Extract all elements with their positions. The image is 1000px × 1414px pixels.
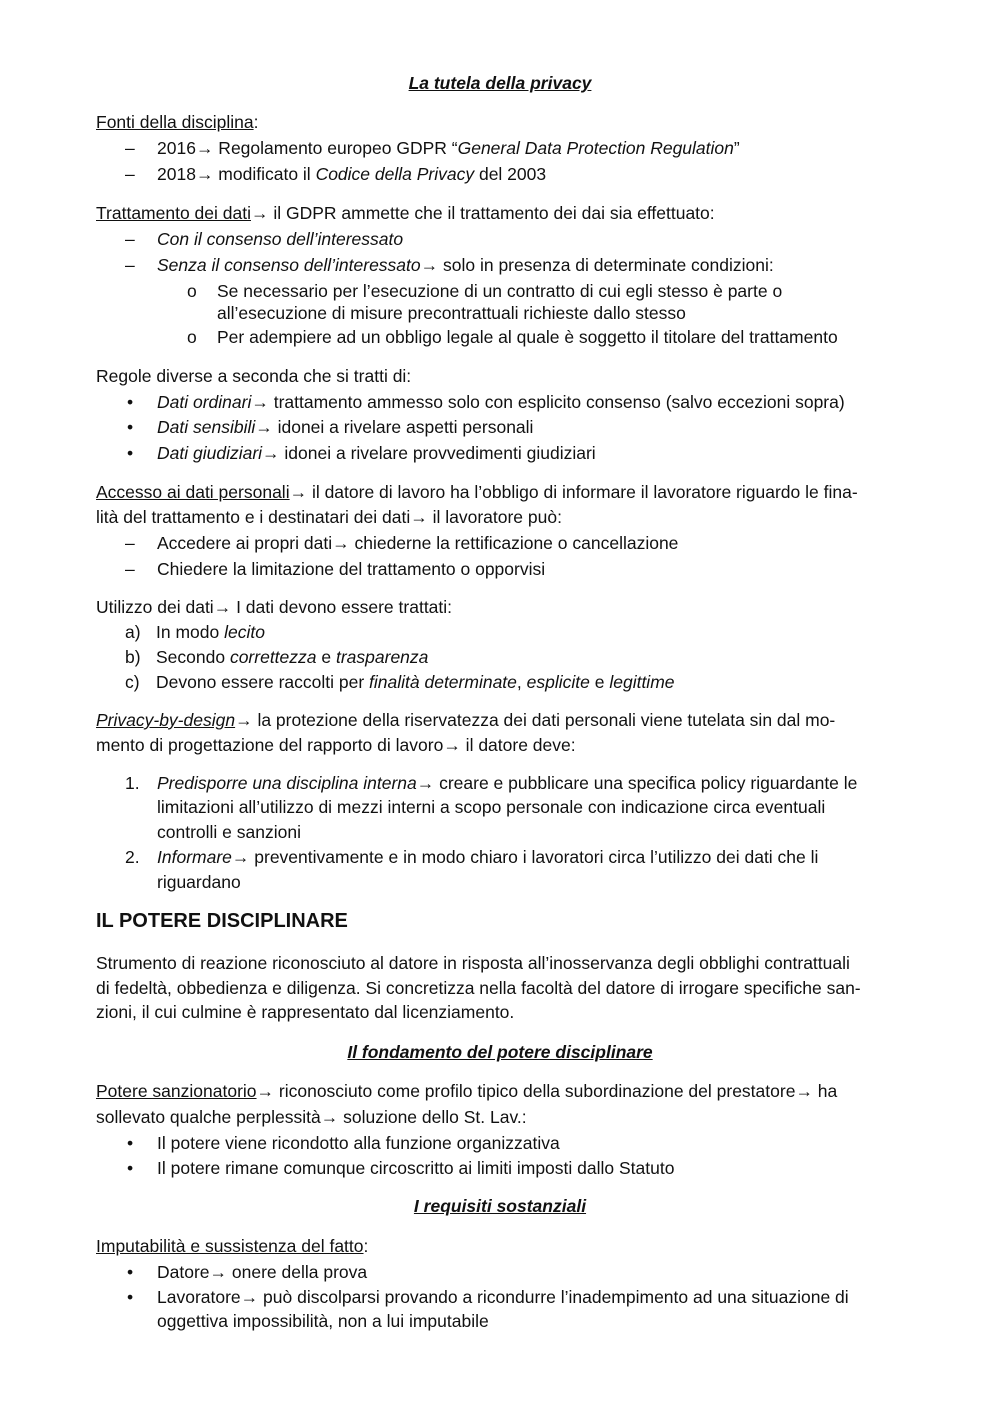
regole-intro: Regole diverse a seconda che si tratti di: bbox=[96, 366, 412, 386]
bullet-marker: • bbox=[127, 1262, 134, 1282]
arrow-icon: → bbox=[332, 533, 350, 553]
fonti-label: Fonti della disciplina bbox=[96, 112, 254, 132]
list-item-line bbox=[157, 846, 818, 868]
trattamento-label: Trattamento dei dati bbox=[96, 203, 251, 223]
trattamento-paragraph bbox=[96, 202, 715, 224]
paragraph-text: il datore di lavoro ha l’obbligo di informare il lavoratore riguardo le fina- bbox=[307, 482, 858, 502]
list-item-term: Dati sensibili bbox=[157, 417, 256, 437]
list-item-term: Predisporre una disciplina interna bbox=[157, 773, 417, 793]
paragraph-line: di fedeltà, obbedienza e diligenza. Si concretizza nella facoltà del datore di irrogare specifiche san- bbox=[96, 978, 861, 998]
letter-marker: c) bbox=[125, 672, 140, 692]
fonti-heading bbox=[96, 111, 258, 133]
list-item-text: ” bbox=[733, 138, 740, 158]
paragraph-text: il lavoratore può: bbox=[427, 507, 562, 527]
list-item bbox=[157, 1261, 367, 1283]
list-item-text: Regolamento europeo GDPR “ bbox=[213, 138, 458, 158]
list-item-text: Datore bbox=[157, 1262, 210, 1282]
list-item-line: oggettiva impossibilità, non a lui imputabile bbox=[157, 1311, 489, 1331]
arrow-icon: → bbox=[320, 1107, 339, 1127]
paragraph-text: Utilizzo dei dati bbox=[96, 597, 214, 617]
list-item bbox=[157, 163, 546, 185]
arrow-icon: → bbox=[209, 1262, 228, 1282]
section-heading-disciplinare: IL POTERE DISCIPLINARE bbox=[96, 910, 348, 932]
list-item-text: chiederne la rettificazione o cancellazione bbox=[349, 533, 679, 553]
list-item: Il potere viene ricondotto alla funzione organizzativa bbox=[157, 1133, 560, 1153]
list-item-italic: Senza il consenso dell’interessato bbox=[157, 255, 421, 275]
potere-paragraph-line bbox=[96, 1080, 837, 1102]
arrow-icon: → bbox=[251, 203, 269, 223]
paragraph-text: la protezione della riservatezza dei dati personali viene tutelata sin dal mo- bbox=[252, 710, 836, 730]
dash-marker: – bbox=[125, 138, 135, 158]
list-item bbox=[157, 442, 596, 464]
list-item-italic: General Data Protection Regulation bbox=[457, 138, 734, 158]
number-marker: 1. bbox=[125, 773, 140, 793]
list-item-line bbox=[157, 1286, 849, 1308]
list-item-text: solo in presenza di determinate condizioni: bbox=[438, 255, 774, 275]
list-item-line: riguardano bbox=[157, 872, 241, 892]
list-item-year: 2016 bbox=[157, 138, 196, 158]
arrow-icon: → bbox=[240, 1287, 259, 1307]
pbd-label: Privacy-by-design bbox=[96, 710, 236, 730]
dash-marker: – bbox=[125, 164, 135, 184]
arrow-icon: → bbox=[416, 773, 435, 793]
number-marker: 2. bbox=[125, 847, 140, 867]
list-item bbox=[157, 391, 845, 413]
list-item-line: limitazioni all’utilizzo di mezzi interni a scopo personale con indicazione circa eventuali bbox=[157, 797, 826, 817]
paragraph-text: il datore deve: bbox=[460, 735, 576, 755]
list-item-italic: trasparenza bbox=[335, 647, 429, 667]
bullet-marker: • bbox=[127, 1287, 134, 1307]
list-item-text: preventivamente e in modo chiaro i lavoratori circa l’utilizzo dei dati che li bbox=[249, 847, 819, 867]
list-item-italic: correttezza bbox=[229, 647, 317, 667]
list-item-text: Accedere ai propri dati bbox=[157, 533, 333, 553]
list-item-text: e bbox=[316, 647, 336, 667]
list-item-text: idonei a rivelare provvedimenti giudiziari bbox=[279, 443, 596, 463]
paragraph-line: zioni, il cui culmine è rappresentato dal licenziamento. bbox=[96, 1002, 515, 1022]
list-item-line bbox=[157, 772, 857, 794]
list-item bbox=[156, 646, 428, 668]
dash-marker: – bbox=[125, 255, 135, 275]
potere-label: Potere sanzionatorio bbox=[96, 1081, 257, 1101]
accesso-paragraph-line bbox=[96, 481, 858, 503]
list-item-term: Informare bbox=[157, 847, 232, 867]
list-item: Chiedere la limitazione del trattamento o opporvisi bbox=[157, 559, 546, 579]
list-item bbox=[157, 532, 678, 554]
list-item-text: e bbox=[589, 672, 610, 692]
list-item-italic: finalità determinate bbox=[369, 672, 517, 692]
dash-marker: – bbox=[125, 533, 135, 553]
section-title-privacy: La tutela della privacy bbox=[408, 73, 592, 93]
list-item-text: idonei a rivelare aspetti personali bbox=[272, 417, 534, 437]
arrow-icon: → bbox=[420, 255, 439, 275]
accesso-paragraph-line bbox=[96, 506, 562, 528]
list-item-text: , bbox=[516, 672, 527, 692]
bullet-marker: • bbox=[127, 443, 134, 463]
arrow-icon: → bbox=[410, 507, 428, 527]
bullet-marker: • bbox=[127, 392, 134, 412]
arrow-icon: → bbox=[262, 443, 280, 463]
subsection-title-requisiti: I requisiti sostanziali bbox=[413, 1196, 587, 1216]
list-item-term: Dati giudiziari bbox=[157, 443, 263, 463]
potere-paragraph-line bbox=[96, 1106, 527, 1128]
list-item bbox=[157, 416, 533, 438]
list-item-text: trattamento ammesso solo con esplicito consenso (salvo eccezioni sopra) bbox=[268, 392, 845, 412]
utilizzo-intro bbox=[96, 596, 452, 618]
list-item-text: può discolparsi provando a ricondurre l’inadempimento ad una situazione di bbox=[258, 1287, 849, 1307]
arrow-icon: → bbox=[195, 164, 214, 184]
arrow-icon: → bbox=[795, 1081, 813, 1101]
arrow-icon: → bbox=[255, 417, 273, 437]
arrow-icon: → bbox=[289, 482, 308, 502]
paragraph-text: riconosciuto come profilo tipico della subordinazione del prestatore bbox=[274, 1081, 796, 1101]
list-item-text: del 2003 bbox=[474, 164, 547, 184]
list-item: Il potere rimane comunque circoscritto ai limiti imposti dallo Statuto bbox=[157, 1158, 675, 1178]
list-item-italic: lecito bbox=[224, 622, 265, 642]
paragraph-text: sollevato qualche perplessità bbox=[96, 1107, 321, 1127]
bullet-marker: • bbox=[127, 1133, 134, 1153]
list-item-text: Secondo bbox=[156, 647, 230, 667]
circle-marker: o bbox=[187, 327, 197, 347]
list-item: Con il consenso dell’interessato bbox=[157, 229, 404, 249]
accesso-label: Accesso ai dati personali bbox=[96, 482, 290, 502]
pbd-paragraph-line bbox=[96, 734, 576, 756]
paragraph-text: soluzione dello St. Lav.: bbox=[338, 1107, 527, 1127]
list-item-term: Dati ordinari bbox=[157, 392, 252, 412]
imput-label: Imputabilità e sussistenza del fatto bbox=[96, 1236, 364, 1256]
paragraph-text: mento di progettazione del rapporto di lavoro bbox=[96, 735, 444, 755]
arrow-icon: → bbox=[256, 1081, 275, 1101]
bullet-marker: • bbox=[127, 1158, 134, 1178]
list-item-italic: legittime bbox=[609, 672, 675, 692]
colon: : bbox=[363, 1236, 369, 1256]
colon: : bbox=[253, 112, 259, 132]
list-item-text: Devono essere raccolti per bbox=[156, 672, 370, 692]
subsection-title-fondamento: Il fondamento del potere disciplinare bbox=[347, 1042, 653, 1062]
imput-heading bbox=[96, 1235, 368, 1257]
letter-marker: b) bbox=[125, 647, 141, 667]
list-item-text: In modo bbox=[156, 622, 225, 642]
list-item bbox=[156, 621, 265, 643]
list-item-italic: esplicite bbox=[526, 672, 590, 692]
list-item-line: controlli e sanzioni bbox=[157, 822, 301, 842]
sublist-item-line: Per adempiere ad un obbligo legale al quale è soggetto il titolare del trattamento bbox=[217, 327, 838, 347]
bullet-marker: • bbox=[127, 417, 134, 437]
arrow-icon: → bbox=[251, 392, 269, 412]
dash-marker: – bbox=[125, 229, 135, 249]
arrow-icon: → bbox=[443, 735, 461, 755]
sublist-item-line: all’esecuzione di misure precontrattuali richieste dallo stesso bbox=[217, 303, 686, 323]
arrow-icon: → bbox=[213, 597, 232, 617]
paragraph-text: lità del trattamento e i destinatari dei dati bbox=[96, 507, 411, 527]
arrow-icon: → bbox=[235, 710, 253, 730]
letter-marker: a) bbox=[125, 622, 141, 642]
trattamento-text: il GDPR ammette che il trattamento dei dai sia effettuato: bbox=[268, 203, 715, 223]
list-item-year: 2018 bbox=[157, 164, 196, 184]
list-item bbox=[157, 254, 774, 276]
paragraph-text: I dati devono essere trattati: bbox=[231, 597, 453, 617]
paragraph-line: Strumento di reazione riconosciuto al datore in risposta all’inosservanza degli obblighi contrattuali bbox=[96, 953, 850, 973]
list-item bbox=[157, 137, 740, 159]
pbd-paragraph-line bbox=[96, 709, 835, 731]
list-item-text: creare e pubblicare una specifica policy riguardante le bbox=[434, 773, 858, 793]
dash-marker: – bbox=[125, 559, 135, 579]
arrow-icon: → bbox=[231, 847, 250, 867]
list-item-text: Lavoratore bbox=[157, 1287, 241, 1307]
arrow-icon: → bbox=[195, 138, 214, 158]
list-item-text: onere della prova bbox=[227, 1262, 368, 1282]
paragraph-text: ha bbox=[812, 1081, 838, 1101]
circle-marker: o bbox=[187, 281, 197, 301]
list-item-italic: Codice della Privacy bbox=[315, 164, 475, 184]
list-item bbox=[156, 671, 675, 693]
list-item-text: modificato il bbox=[213, 164, 316, 184]
sublist-item-line: Se necessario per l’esecuzione di un contratto di cui egli stesso è parte o bbox=[217, 281, 783, 301]
